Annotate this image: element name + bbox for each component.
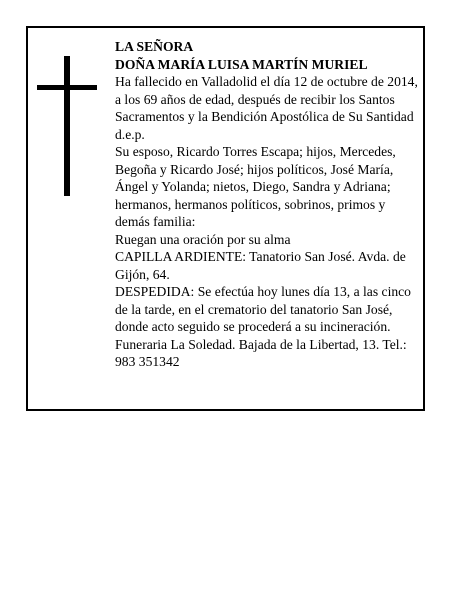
deceased-name: DOÑA MARÍA LUISA MARTÍN MURIEL	[115, 56, 368, 72]
cross-vertical-bar	[64, 56, 70, 196]
death-announcement: Ha fallecido en Valladolid el día 12 de octubre de 2014, a los 69 años de edad, después de recibir los Santos Sacramentos y la Bendición Apostólica de Su Santidad d.e.p.	[115, 74, 418, 142]
farewell-info: DESPEDIDA: Se efectúa hoy lunes día 13, a las cinco de la tarde, en el crematorio del tanatorio San José, donde acto seguido se procederá a su incineración.	[115, 284, 411, 334]
cross-icon	[37, 56, 97, 196]
family-list: Su esposo, Ricardo Torres Escapa; hijos, Mercedes, Begoña y Ricardo José; hijos políticos, José María, Ángel y Yolanda; nietos, Diego, Sandra y Adriana; hermanos, hermanos políticos, sobrinos, primos y demás familia:	[115, 144, 396, 229]
notice-body	[115, 38, 419, 371]
funeral-home-info: Funeraria La Soledad. Bajada de la Libertad, 13. Tel.: 983 351342	[115, 336, 407, 369]
notice-heading: LA SEÑORA	[115, 39, 194, 54]
cross-horizontal-bar	[37, 85, 97, 90]
prayer-request: Ruegan una oración por su alma	[115, 231, 291, 247]
chapel-info: CAPILLA ARDIENTE: Tanatorio San José. Avda. de Gijón, 64.	[115, 249, 406, 282]
